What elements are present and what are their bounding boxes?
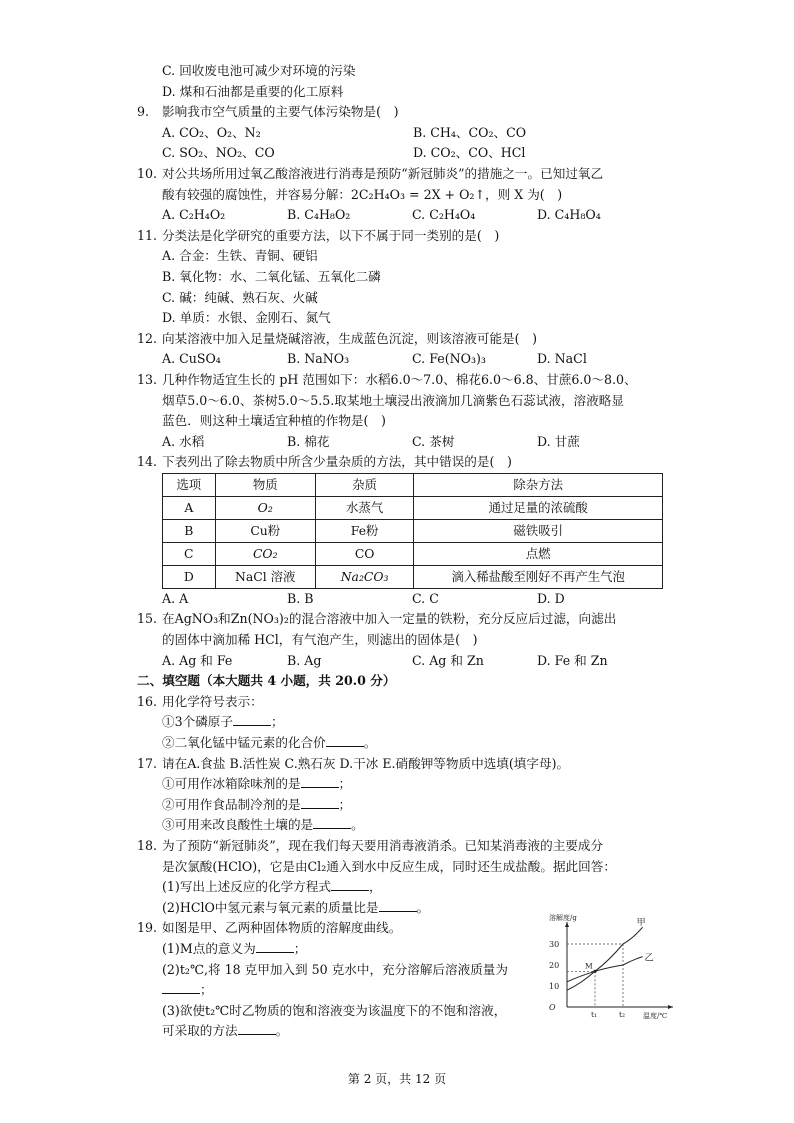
table-row [163,542,663,565]
question-12 [137,329,662,350]
point-m [593,970,596,973]
option-d: D. D [537,590,565,606]
table-cell: Fe粉 [315,519,413,542]
question-stem-line1: 在AgNO₃和Zn(NO₃)₂的混合溶液中加入一定量的铁粉，充分反应后过滤，向滤出 [162,611,617,627]
table-cell: 点燃 [414,542,663,565]
table-cell: 水蒸气 [315,496,413,519]
answer-blank [313,815,351,829]
option-c: C. 碱：纯碱、熟石灰、火碱 [162,289,318,305]
table-cell: NaCl 溶液 [215,565,315,588]
item-text: (1)写出上述反应的化学方程式 [162,879,331,895]
q16-item-2: ②二氧化锰中锰元素的化合价 。 [162,735,377,751]
table-cell: 滴入稀盐酸至刚好不再产生气泡 [414,565,663,588]
question-number: 11. [137,227,158,243]
question-stem-line1: 为了预防“新冠肺炎”，现在我们每天要用消毒液消杀。已知某消毒液的主要成分 [162,838,604,853]
table-row [163,519,663,542]
option-d: D. C₄H₈O₄ [537,207,601,223]
question-17 [137,754,662,775]
series-label: 乙 [644,953,654,964]
y-axis-arrow [565,922,569,927]
item-text: (2)t₂℃,将 18 克甲加入到 50 克水中，充分溶解后溶液质量为 [162,961,508,977]
answer-blank [379,898,417,912]
question-15 [137,609,662,650]
question-number: 12. [137,330,158,346]
question-number: 15. [137,611,158,627]
question-number: 9. [137,104,150,120]
option-d: D. 甘蔗 [537,433,580,449]
option-d: D. CO₂、CO、HCl [413,145,526,161]
answer-blank [331,877,369,891]
question-number: 17. [137,755,158,771]
option-a: A. A [162,590,189,606]
x-tick-label: t₂ [619,1010,626,1020]
series-line [567,957,643,982]
option-b: B. Ag [287,652,322,668]
question-number: 10. [137,165,158,181]
table-header: 杂质 [315,473,413,496]
question-number: 13. [137,371,158,387]
question-number: 19. [137,920,158,936]
question-14 [137,452,662,473]
table-header-row [163,473,663,496]
table-header: 物质 [215,473,315,496]
question-number: 16. [137,693,158,709]
table-row [163,496,663,519]
q16-item-1: ①3个磷原子 ； [162,714,284,730]
series-line [567,928,643,991]
question-stem: 请在A.食盐 B.活性炭 C.熟石灰 D.干冰 E.硝酸钾等物质中选填(填字母)。 [162,755,570,771]
x-axis-arrow [668,1005,673,1009]
question-number: 14. [137,454,158,470]
q19-item-3-cont: 可采取的方法 。 [162,1023,289,1039]
option-a: A. 水稻 [162,433,205,449]
question-stem: 下表列出了除去物质中所含少量杂质的方法，其中错误的是( ) [162,454,512,470]
y-tick-label: 30 [549,940,560,950]
point-m-label: M [585,961,593,971]
series-label: 甲 [636,918,646,929]
table-cell: Na₂CO₃ [315,565,413,588]
option-a: A. Ag 和 Fe [162,652,233,668]
option-a: A. CuSO₄ [162,351,221,367]
question-19-block [137,914,668,1042]
option-d: D. Fe 和 Zn [537,652,608,668]
option-c: C. SO₂、NO₂、CO [162,145,275,161]
answer-blank [162,980,200,994]
option-b: B. B [287,590,314,606]
question-18 [137,836,662,877]
option-c: C. C [412,590,439,606]
option-c: C. C₂H₄O₄ [412,207,476,223]
page-footer: 第 2 页，共 12 页 [347,1072,447,1086]
question-stem: 影响我市空气质量的主要气体污染物是( ) [162,104,399,120]
item-text: ①3个磷原子 [162,714,233,730]
q17-item-1: ①可用作冰箱除味剂的是 ； [162,776,352,792]
item-text: ②二氧化锰中锰元素的化合价 [162,735,326,751]
table-cell: D [163,565,216,588]
y-tick-label: O [549,1003,556,1013]
q12-options [137,349,662,370]
table-cell: B [163,519,216,542]
q19-item-2-blank: ； [137,980,662,1001]
q13-options [137,432,662,453]
y-axis-label: 溶解度/g [549,914,577,923]
item-text: 可采取的方法 [162,1023,238,1039]
item-text: ①可用作冰箱除味剂的是 [162,776,301,792]
table-cell: CO₂ [215,542,315,565]
question-10 [137,164,662,205]
answer-blank [301,795,339,809]
option-b: B. 棉花 [287,433,330,449]
question-stem: 分类法是化学研究的重要方法，以下不属于同一类别的是( ) [162,227,500,243]
item-text: (3)欲使t₂℃时乙物质的饱和溶液变为该温度下的不饱和溶液， [162,1002,507,1018]
option-c: C. Fe(NO₃)₃ [412,351,486,367]
q17-item-2: ②可用作食品制冷剂的是 ； [162,796,352,812]
question-stem-line2: 是次氯酸(HClO)，它是由Cl₂通入到水中反应生成，同时还生成盐酸。据此回答： [162,858,616,874]
q15-options [137,651,662,672]
option-d: D. NaCl [537,351,587,367]
table-cell: 磁铁吸引 [414,519,663,542]
question-stem-line3: 蓝色．则这种土壤适宜种植的作物是( ) [162,413,386,429]
q9-options-row2 [137,143,662,164]
q18-item-1: (1)写出上述反应的化学方程式 ， [162,879,382,895]
answer-blank [301,774,339,788]
y-tick-label: 10 [549,982,560,992]
question-stem-line2: 的固体中滴加稀 HCl，有气泡产生，则滤出的固体是( ) [162,632,478,648]
solubility-chart [547,912,677,1028]
option-a: A. 合金：生铁、青铜、硬铝 [162,248,318,264]
q17-item-3: ③可用来改良酸性土壤的是 。 [162,817,364,833]
table-cell: Cu粉 [215,519,315,542]
page-content [137,61,668,1042]
table-row [163,565,663,588]
question-number: 18. [137,838,158,853]
question-stem-line1: 几种作物适宜生长的 pH 范围如下：水稻6.0～7.0、棉花6.0～6.8、甘蔗6.0～8.0、 [162,371,637,387]
q9-options-row1 [137,123,662,144]
table-cell: CO [315,542,413,565]
q8-option-d: D. 煤和石油都是重要的化工原料 [162,83,344,99]
section-heading: 二、填空题（本大题共 4 小题，共 20.0 分） [137,673,396,689]
question-stem: 用化学符号表示： [162,693,263,709]
table-cell: O₂ [215,496,315,519]
option-b: B. C₄H₈O₂ [287,207,351,223]
question-stem-line2: 酸有较强的腐蚀性，并容易分解：2C₂H₄O₃ = 2X + O₂↑，则 X 为( ) [162,186,563,202]
option-c: C. 茶树 [412,433,455,449]
q10-options [137,205,662,226]
option-c: C. Ag 和 Zn [412,652,484,668]
y-tick-label: 20 [549,961,560,971]
option-b: B. 氧化物：水、二氧化锰、五氧化二磷 [162,268,381,284]
item-text: ②可用作食品制冷剂的是 [162,796,301,812]
question-13 [137,370,662,432]
question-16 [137,692,662,713]
q19-item-1: (1)M点的意义为 ； [162,940,307,956]
table-header: 除杂方法 [414,473,663,496]
table-cell: C [163,542,216,565]
answer-blank [256,939,294,953]
question-11 [137,226,662,247]
x-tick-label: t₁ [591,1010,598,1020]
impurity-table [162,473,663,589]
question-stem-line2: 烟草5.0～6.0、茶树5.0～5.5.取某地土壤浸出液滴加几滴紫色石蕊试液，溶液略显 [162,392,624,408]
answer-blank [326,733,364,747]
q18-item-2: (2)HClO中氢元素与氧元素的质量比是 。 [162,899,430,915]
option-b: B. CH₄、CO₂、CO [413,124,527,140]
table-cell: 通过足量的浓硫酸 [414,496,663,519]
question-9 [137,102,662,123]
option-b: B. NaNO₃ [287,351,350,367]
question-stem: 如图是甲、乙两种固体物质的溶解度曲线。 [162,920,402,936]
q8-option-c: C. 回收废电池可减少对环境的污染 [162,63,356,78]
item-text: ③可用来改良酸性土壤的是 [162,817,314,833]
table-cell: A [163,496,216,519]
option-a: A. CO₂、O₂、N₂ [162,124,261,140]
x-axis-label: 温度/℃ [643,1012,668,1021]
question-stem: 向某溶液中加入足量烧碱溶液，生成蓝色沉淀，则该溶液可能是( ) [162,330,538,346]
option-d: D. 单质：水银、金刚石、氮气 [162,310,331,326]
item-text: (2)HClO中氢元素与氧元素的质量比是 [162,899,379,915]
option-a: A. C₂H₄O₂ [162,207,226,223]
q14-options [137,589,662,610]
item-text: (1)M点的意义为 [162,940,256,956]
table-header: 选项 [163,473,216,496]
answer-blank [233,712,271,726]
question-stem-line1: 对公共场所用过氧乙酸溶液进行消毒是预防“新冠肺炎”的措施之一。已知过氧乙 [162,165,604,181]
answer-blank [238,1021,276,1035]
